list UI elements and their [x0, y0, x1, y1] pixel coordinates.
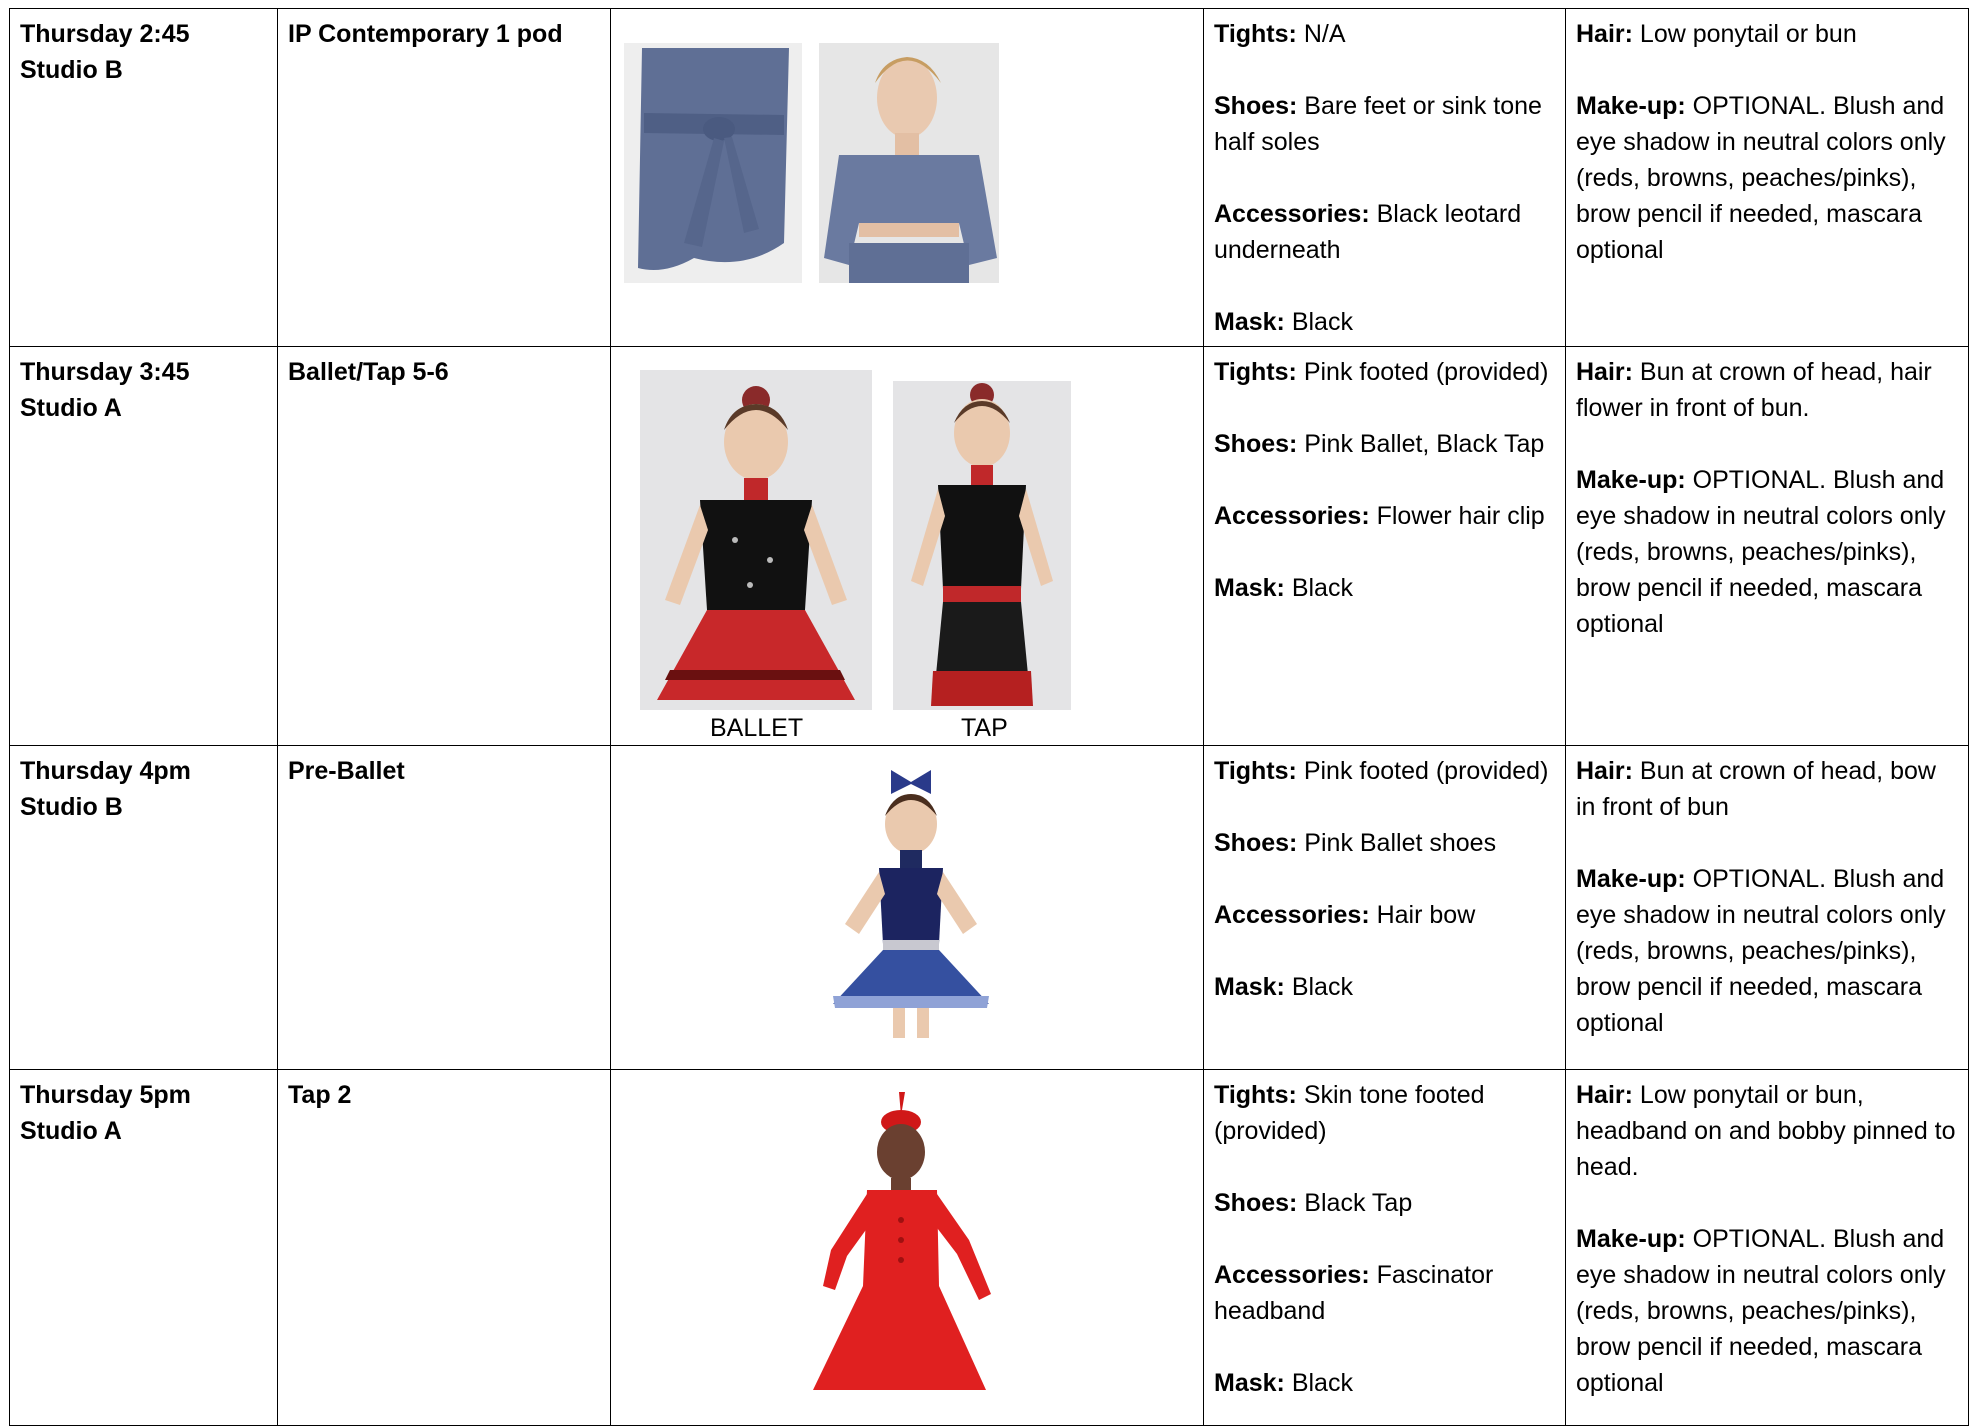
- class-name: Ballet/Tap 5-6: [288, 358, 449, 386]
- class-name: Pre-Ballet: [288, 757, 405, 785]
- grooming-cell: [1566, 9, 1969, 347]
- tights-line: Tights: Skin tone footed (provided): [1214, 1081, 1485, 1145]
- class-time: Thursday 4pm: [20, 757, 191, 785]
- grooming-cell: [1566, 746, 1969, 1070]
- costume-schedule-table: [9, 8, 1969, 1426]
- time-cell: [10, 347, 278, 746]
- costume-photo-tap-2: [801, 1090, 1021, 1402]
- attire-cell: [1204, 9, 1566, 347]
- time-cell: [10, 9, 278, 347]
- shoes-line: Shoes: Pink Ballet, Black Tap: [1214, 430, 1545, 458]
- hair-line: Hair: Low ponytail or bun, headband on and bobby pinned to head.: [1576, 1081, 1956, 1181]
- attire-cell: [1204, 347, 1566, 746]
- accessories-line: Accessories: Flower hair clip: [1214, 502, 1545, 530]
- mask-line: Mask: Black: [1214, 973, 1353, 1001]
- class-cell: [278, 1070, 611, 1426]
- costume-photo-pre-ballet: [821, 764, 1001, 1042]
- class-name: IP Contemporary 1 pod: [288, 20, 563, 48]
- costume-photo-shorts: [624, 43, 802, 283]
- table-row: [10, 9, 1969, 347]
- table-row: [10, 1070, 1969, 1426]
- shoes-line: Shoes: Pink Ballet shoes: [1214, 829, 1497, 857]
- mask-line: Mask: Black: [1214, 1369, 1353, 1397]
- studio-name: Studio A: [20, 394, 122, 422]
- time-cell: [10, 1070, 278, 1426]
- mask-line: Mask: Black: [1214, 574, 1353, 602]
- table-row: [10, 746, 1969, 1070]
- makeup-line: Make-up: OPTIONAL. Blush and eye shadow in neutral colors only (reds, browns, peaches/pinks), brow pencil if needed, mascara optional: [1576, 92, 1946, 264]
- ballet-caption: BALLET: [710, 714, 804, 742]
- accessories-line: Accessories: Hair bow: [1214, 901, 1476, 929]
- tights-line: Tights: N/A: [1214, 20, 1346, 48]
- class-name: Tap 2: [288, 1081, 352, 1109]
- studio-name: Studio B: [20, 793, 123, 821]
- hair-line: Hair: Low ponytail or bun: [1576, 20, 1857, 48]
- class-time: Thursday 3:45: [20, 358, 190, 386]
- studio-name: Studio A: [20, 1117, 122, 1145]
- tights-line: Tights: Pink footed (provided): [1214, 358, 1549, 386]
- tights-line: Tights: Pink footed (provided): [1214, 757, 1549, 785]
- attire-cell: [1204, 746, 1566, 1070]
- costume-photo-shirt-model: [819, 43, 999, 283]
- grooming-cell: [1566, 347, 1969, 746]
- class-cell: [278, 9, 611, 347]
- class-cell: [278, 347, 611, 746]
- shoes-line: Shoes: Black Tap: [1214, 1189, 1413, 1217]
- mask-line: Mask: Black: [1214, 308, 1353, 336]
- accessories-line: Accessories: Black leotard underneath: [1214, 200, 1522, 264]
- hair-line: Hair: Bun at crown of head, hair flower in front of bun.: [1576, 358, 1932, 422]
- makeup-line: Make-up: OPTIONAL. Blush and eye shadow in neutral colors only (reds, browns, peaches/pinks), brow pencil if needed, mascara optional: [1576, 466, 1946, 638]
- class-time: Thursday 2:45: [20, 20, 190, 48]
- time-cell: [10, 746, 278, 1070]
- accessories-line: Accessories: Fascinator headband: [1214, 1261, 1494, 1325]
- class-time: Thursday 5pm: [20, 1081, 191, 1109]
- shoes-line: Shoes: Bare feet or sink tone half soles: [1214, 92, 1542, 156]
- hair-line: Hair: Bun at crown of head, bow in front of bun: [1576, 757, 1936, 821]
- grooming-cell: [1566, 1070, 1969, 1426]
- tap-caption: TAP: [961, 714, 1008, 742]
- makeup-line: Make-up: OPTIONAL. Blush and eye shadow in neutral colors only (reds, browns, peaches/pinks), brow pencil if needed, mascara optional: [1576, 1225, 1946, 1397]
- makeup-line: Make-up: OPTIONAL. Blush and eye shadow in neutral colors only (reds, browns, peaches/pinks), brow pencil if needed, mascara optional: [1576, 865, 1946, 1037]
- studio-name: Studio B: [20, 56, 123, 84]
- costume-photo-tap: [893, 381, 1071, 710]
- table-row: [10, 347, 1969, 746]
- costume-image-cell: [611, 9, 1204, 347]
- costume-photo-ballet: [640, 370, 872, 710]
- class-cell: [278, 746, 611, 1070]
- costume-image-cell: [611, 347, 1204, 746]
- attire-cell: [1204, 1070, 1566, 1426]
- costume-image-cell: [611, 1070, 1204, 1426]
- costume-image-cell: [611, 746, 1204, 1070]
